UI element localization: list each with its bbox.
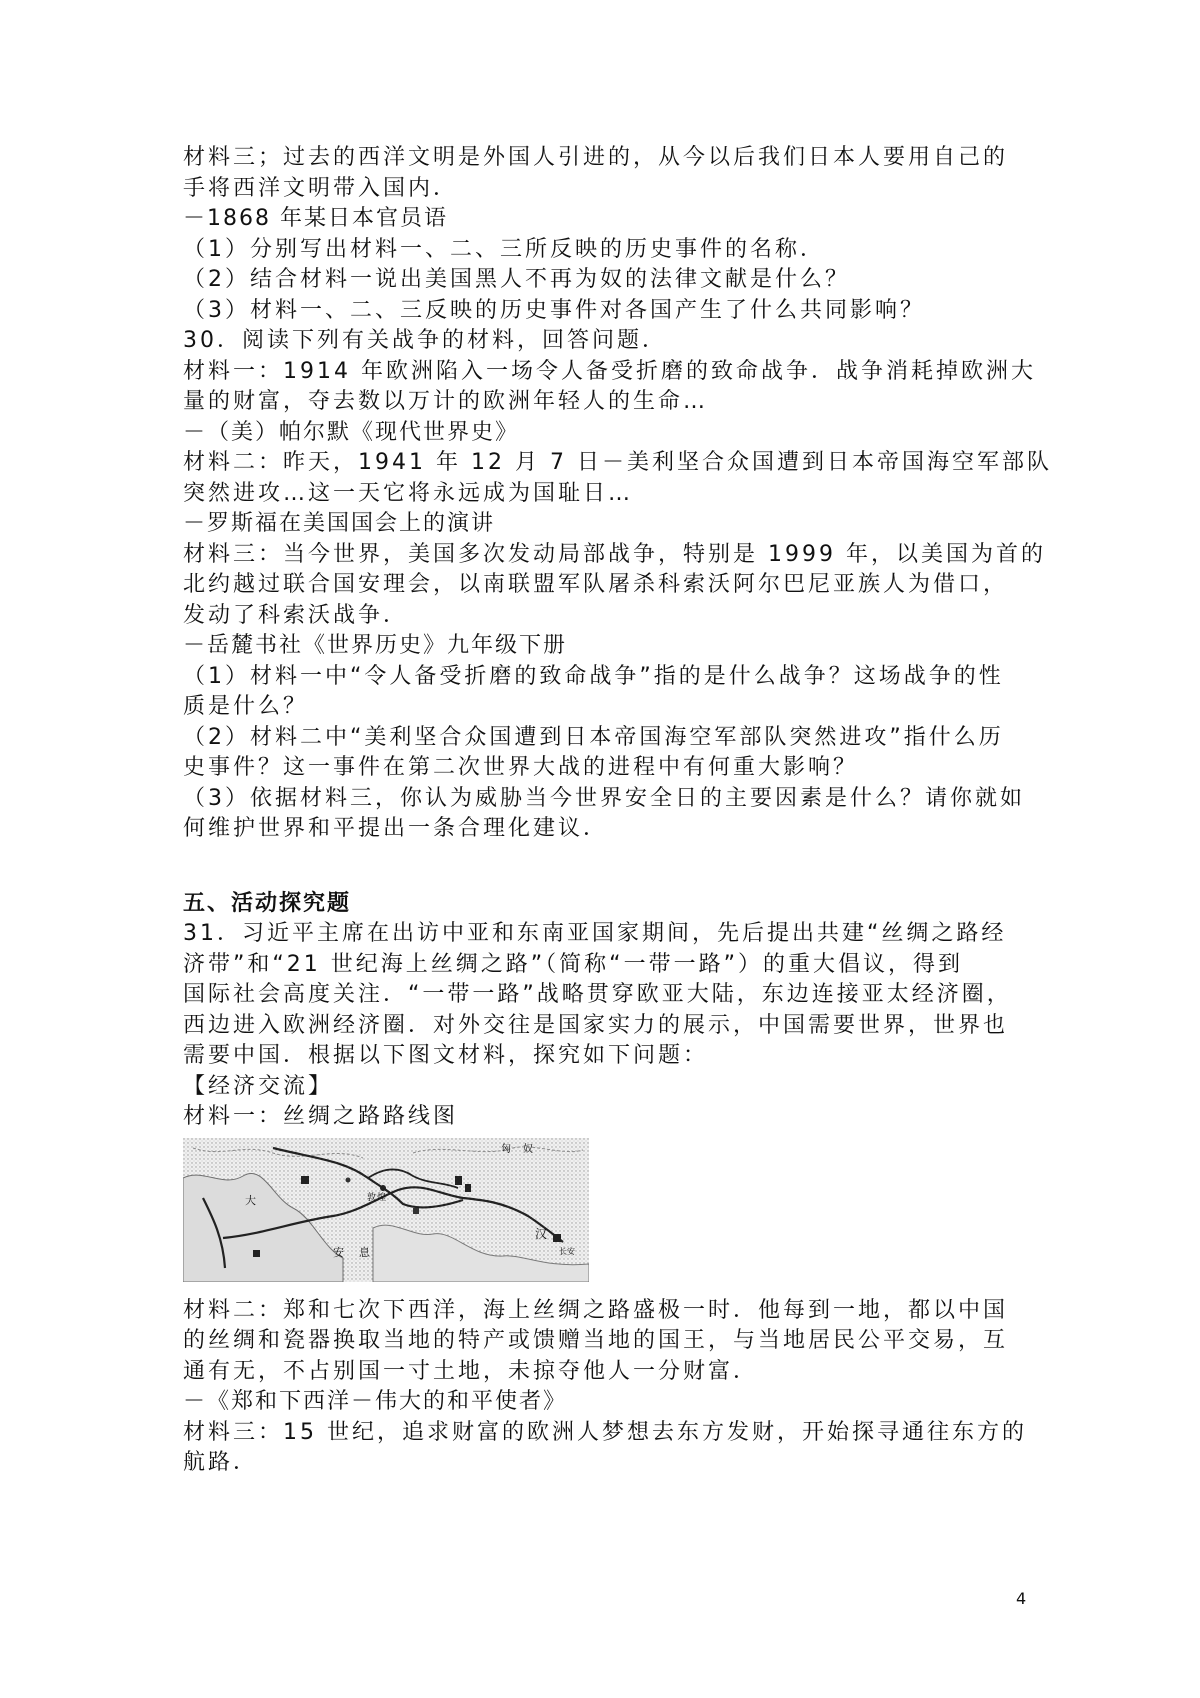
city-marker xyxy=(455,1176,462,1185)
question-line: （1）材料一中“令人备受折磨的致命战争”指的是什么战争？这场战争的性 xyxy=(183,663,1004,689)
text-line: 突然进攻…这一天它将永远成为国耻日… xyxy=(183,480,634,506)
text-line: 国际社会高度关注．“一带一路”战略贯穿欧亚大陆，东边连接亚太经济圈， xyxy=(183,982,1012,1007)
question-line: （2）结合材料一说出美国黑人不再为奴的法律文献是什么？ xyxy=(183,267,850,292)
map-label: 煌 xyxy=(377,1192,387,1203)
city-marker xyxy=(413,1208,419,1214)
city-marker xyxy=(380,1185,386,1191)
city-marker xyxy=(253,1250,260,1257)
map-label: 长安 xyxy=(559,1246,575,1256)
text-line: 材料三：15 世纪，追求财富的欧洲人梦想去东方发财，开始探寻通往东方的 xyxy=(183,1419,1027,1445)
question-31-block xyxy=(183,919,1043,1133)
source-line: －（美）帕尔默《现代世界史》 xyxy=(183,419,520,445)
question-30-title: 30．阅读下列有关战争的材料，回答问题． xyxy=(183,328,667,353)
question-29-block xyxy=(183,143,1052,845)
text-line: 材料二：昨天，1941 年 12 月 7 日－美利坚合众国遭到日本帝国海空军部队 xyxy=(183,450,1052,475)
question-line: （3）依据材料三，你认为威胁当今世界安全日的主要因素是什么？请你就如 xyxy=(183,785,1025,811)
question-line: 质是什么？ xyxy=(183,694,309,719)
silk-road-map xyxy=(183,1138,589,1282)
map-label: 大 xyxy=(245,1193,256,1207)
map-label: 匈 xyxy=(501,1143,511,1155)
map-label: 敦 xyxy=(367,1192,377,1203)
source-line: －《郑和下西洋－伟大的和平使者》 xyxy=(183,1389,568,1414)
question-line: 何维护世界和平提出一条合理化建议． xyxy=(183,816,609,841)
subsection-title: 【经济交流】 xyxy=(183,1073,334,1099)
text-line: 材料二：郑和七次下西洋，海上丝绸之路盛极一时．他每到一地，都以中国 xyxy=(183,1297,1009,1323)
material-block xyxy=(183,1296,1043,1479)
source-line: －罗斯福在美国国会上的演讲 xyxy=(183,511,496,536)
text-line: 航路． xyxy=(183,1450,259,1475)
page-content xyxy=(183,143,1052,1479)
text-line: 北约越过联合国安理会，以南联盟军队屠杀科索沃阿尔巴尼亚族人为借口， xyxy=(183,572,1009,597)
city-marker xyxy=(553,1234,561,1242)
page-number: 4 xyxy=(1016,1589,1027,1608)
text-line: 通有无，不占别国一寸土地，未掠夺他人一分财富． xyxy=(183,1358,759,1384)
source-line: －1868 年某日本官员语 xyxy=(183,206,448,231)
text-line: 材料三：当今世界，美国多次发动局部战争，特别是 1999 年，以美国为首的 xyxy=(183,541,1046,567)
text-line: 材料三；过去的西洋文明是外国人引进的，从今以后我们日本人要用自己的 xyxy=(183,145,1009,170)
text-line: 需要中国．根据以下图文材料，探究如下问题： xyxy=(183,1043,709,1068)
question-line: （2）材料二中“美利坚合众国遭到日本帝国海空军部队突然进攻”指什么历 xyxy=(183,724,1004,750)
text-line: 31．习近平主席在出访中亚和东南亚国家期间，先后提出共建“丝绸之路经 xyxy=(183,921,1007,946)
map-label: 奴 xyxy=(523,1143,533,1155)
section-heading: 五、活动探究题 xyxy=(183,890,352,916)
question-line: （3）材料一、二、三反映的历史事件对各国产生了什么共同影响？ xyxy=(183,297,925,323)
city-marker xyxy=(346,1177,351,1182)
text-line: 济带”和“21 世纪海上丝绸之路”（简称“一带一路”）的重大倡议，得到 xyxy=(183,951,963,977)
map-label: 汉 xyxy=(535,1226,548,1241)
question-line: （1）分别写出材料一、二、三所反映的历史事件的名称． xyxy=(183,236,825,262)
text-line: 材料一：1914 年欧洲陷入一场令人备受折磨的致命战争．战争消耗掉欧洲大 xyxy=(183,358,1036,384)
city-marker xyxy=(465,1184,471,1192)
map-caption: 材料一：丝绸之路路线图 xyxy=(183,1104,459,1129)
text-line: 手将西洋文明带入国内． xyxy=(183,175,459,201)
question-line: 史事件？这一事件在第二次世界大战的进程中有何重大影响？ xyxy=(183,755,859,780)
source-line: －岳麓书社《世界历史》九年级下册 xyxy=(183,633,568,658)
map-label: 安 xyxy=(333,1245,344,1259)
city-marker xyxy=(301,1176,309,1184)
text-line: 的丝绸和瓷器换取当地的特产或馈赠当地的国王，与当地居民公平交易，互 xyxy=(183,1328,1009,1353)
map-label: 息 xyxy=(359,1245,370,1259)
text-line: 发动了科索沃战争． xyxy=(183,602,409,628)
text-line: 西边进入欧洲经济圈．对外交往是国家实力的展示，中国需要世界，世界也 xyxy=(183,1012,1009,1038)
text-line: 量的财富，夺去数以万计的欧洲年轻人的生命… xyxy=(183,389,709,414)
